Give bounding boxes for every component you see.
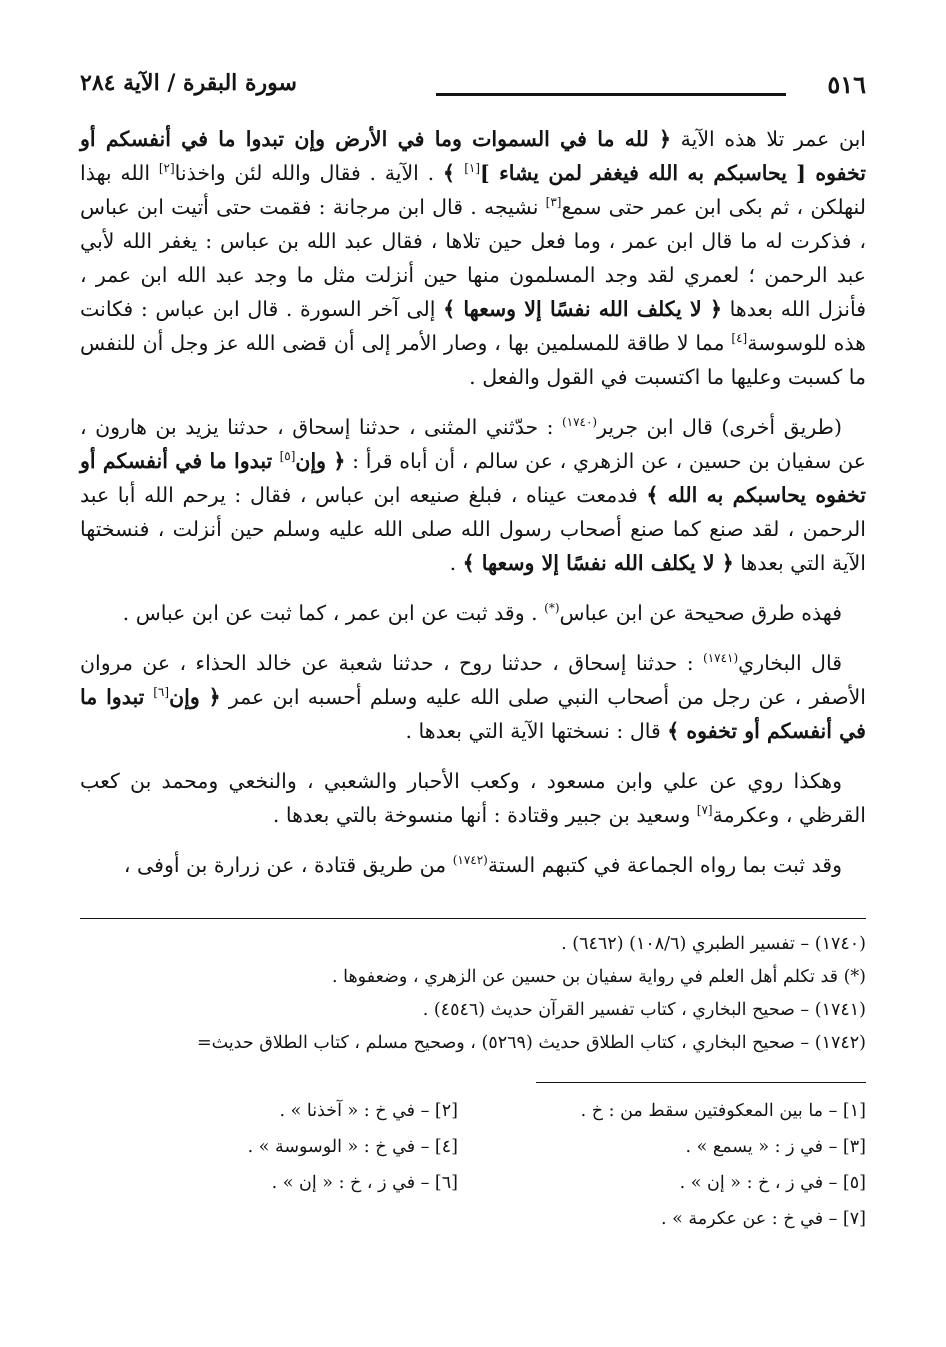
footnote-1742: (١٧٤٢) – صحيح البخاري ، كتاب الطلاق حديث (٥٢٦٩) ، وصحيح مسلم ، كتاب الطلاق حديث= (196, 1033, 866, 1053)
quran-verse-end: ﴾ (442, 161, 465, 185)
variant-note-6: [٦] – في ز ، خ : « إن » . (271, 1173, 458, 1193)
variant-marker: [٢] (158, 161, 175, 176)
quran-verse: تبدوا ما في أنفسكم أو تخفوه يحاسبكم به الله ﴾ (80, 449, 866, 507)
footnote-marker: (*) (544, 601, 560, 616)
text: نشيجه . قال ابن مرجانة : فقمت حتى أتيت ابن عباس ، فذكرت له ما قال ابن عمر ، وما فعل حين تلاها ، فقال عبد الله بن عباس : يغفر الله لأبي عبد الرحمن ؛ لعمري لقد وجد المسلمون منها حين أنزلت مثل ما وجد عبد الله ابن عمر ، فأنزل الله بعدها (80, 195, 866, 321)
text: . وقد ثبت عن ابن عمر ، كما ثبت عن ابن عباس . (122, 601, 545, 625)
footnote-marker: (١٧٤٠) (561, 415, 598, 430)
quran-verse: ﴿ لا يكلف الله نفسًا إلا وسعها ﴾ (443, 297, 723, 321)
text: فهذه طرق صحيحة عن ابن عباس (559, 601, 842, 625)
variant-marker: [٦] (153, 685, 170, 700)
text: قال : نسختها الآية التي بعدها . (405, 719, 668, 743)
footnote-marker: (١٧٤١) (703, 651, 739, 666)
quran-verse: ﴿ لله ما في السموات وما في الأرض وإن تبدوا ما في أنفسكم أو تخفوه [ يحاسبكم به الله فيغفر لمن يشاء ] (80, 127, 866, 185)
paragraph-6 (80, 848, 866, 882)
main-text (80, 122, 866, 898)
variant-note-5: [٥] – في ز ، خ : « إن » . (679, 1173, 866, 1193)
text: الله بهذا لنهلكن ، ثم بكى ابن عمر حتى سمع (80, 161, 866, 219)
text: قال البخاري (738, 651, 842, 675)
paragraph-4 (80, 646, 866, 748)
footnote-rule (80, 918, 866, 919)
text: . (449, 551, 463, 575)
text: (طريق أخرى) قال ابن جرير (597, 415, 842, 439)
variant-marker: [٧] (696, 803, 713, 818)
variant-marker: [٣] (545, 195, 562, 210)
variant-marker: [٥] (279, 449, 296, 464)
text: وهكذا روي عن علي وابن مسعود ، وكعب الأحبار والشعبي ، والنخعي ومحمد بن كعب القرظي ، وعكرمة (80, 769, 866, 827)
paragraph-5 (80, 764, 866, 832)
text: وقد ثبت بما رواه الجماعة في كتبهم الستة (487, 853, 842, 877)
text: ابن عمر تلا هذه الآية (671, 127, 866, 151)
header-rule (436, 93, 786, 96)
variant-marker: [١] (464, 161, 481, 176)
text: : حدثنا إسحاق ، حدثنا روح ، حدثنا شعبة عن خالد الحذاء ، عن مروان الأصفر ، عن رجل من أصحاب النبي صلى الله عليه وسلم أحسبه ابن عمر (80, 651, 866, 709)
text: مما لا طاقة للمسلمين بها ، وصار الأمر إلى أن قضى الله عز وجل أن للنفس ما كسبت وعليها ما اكتسبت في القول والفعل . (80, 331, 866, 389)
text: : حدّثني المثنى ، حدثنا إسحاق ، حدثنا يزيد بن هارون ، عن سفيان بن حسين ، عن الزهري ، عن سالم ، أن أباه قرأ : (80, 415, 866, 473)
paragraph-2 (80, 410, 866, 580)
variant-note-1: [١] – ما بين المعكوفتين سقط من : خ . (580, 1101, 866, 1121)
variant-note-4: [٤] – في خ : « الوسوسة » . (247, 1137, 458, 1157)
footnote-star: (*) قد تكلم أهل العلم في رواية سفيان بن حسين عن الزهري ، وضعفوها . (331, 967, 866, 987)
variant-note-7: [٧] – في خ : عن عكرمة » . (660, 1209, 866, 1229)
page-header (80, 70, 866, 104)
quran-verse: تبدوا ما في أنفسكم أو تخفوه ﴾ (80, 685, 866, 743)
variant-note-2: [٢] – في خ : « آخذنا » . (279, 1101, 458, 1121)
variants-rule (536, 1082, 866, 1083)
quran-verse: ﴿ لا يكلف الله نفسًا إلا وسعها ﴾ (462, 551, 734, 575)
page-number: ٥١٦ (827, 70, 866, 99)
paragraph-3 (80, 596, 866, 630)
text: فدمعت عيناه ، فبلغ صنيعه ابن عباس ، فقال : يرحم الله أبا عبد الرحمن ، لقد صنع كما صنع أصحاب رسول الله صلى الله عليه وسلم حين أنزلت ، فنسختها الآية التي بعدها (80, 483, 866, 575)
variant-note-3: [٣] – في ز : « يسمع » . (685, 1137, 866, 1157)
manuscript-variants (80, 1094, 866, 1236)
running-title: سورة البقرة / الآية ٢٨٤ (80, 70, 297, 96)
text: إلى آخر السورة . قال ابن عباس : فكانت هذه للوسوسة (80, 297, 866, 355)
footnotes (80, 928, 866, 1060)
text: من طريق قتادة ، عن زرارة بن أوفى ، (123, 853, 453, 877)
quran-verse: ﴿ وإن (295, 449, 346, 473)
paragraph-1 (80, 122, 866, 394)
quran-verse: ﴿ وإن (169, 685, 221, 709)
text: . الآية . فقال والله لئن واخذنا (174, 161, 443, 185)
footnote-1741: (١٧٤١) – صحيح البخاري ، كتاب تفسير القرآن حديث (٤٥٤٦) . (422, 1000, 866, 1020)
footnote-1740: (١٧٤٠) – تفسير الطبري (١٠٨/٦) (٦٤٦٢) . (561, 934, 866, 954)
variant-marker: [٤] (731, 331, 748, 346)
text: وسعيد بن جبير وقتادة : أنها منسوخة بالتي بعدها . (272, 803, 697, 827)
footnote-marker: (١٧٤٢) (452, 853, 488, 868)
